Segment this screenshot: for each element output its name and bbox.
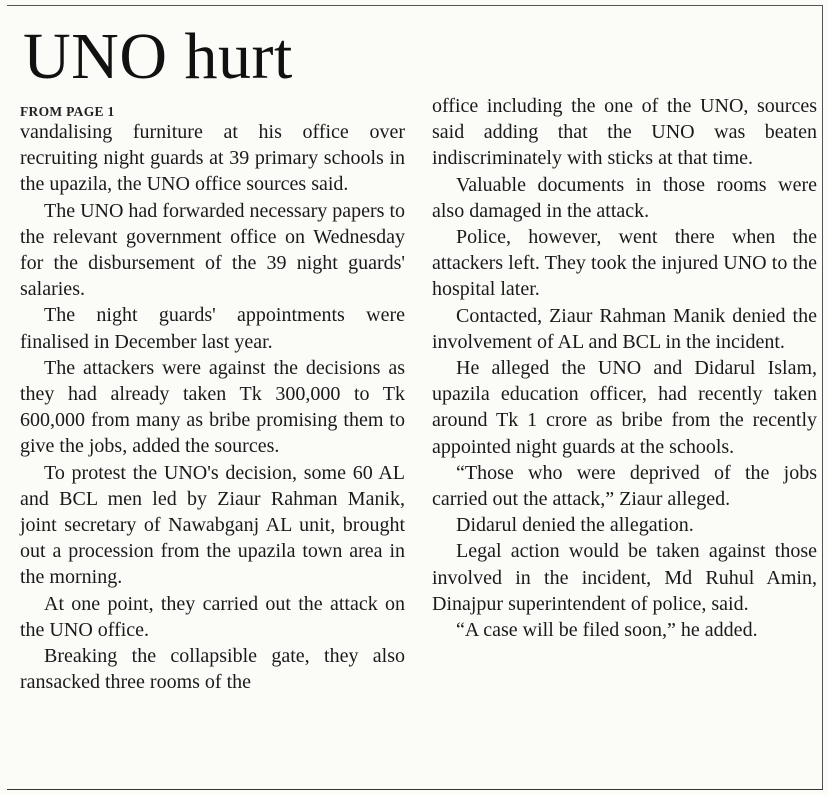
- paragraph: Police, however, went there when the attackers left. They took the injured UNO to the hospital later.: [432, 226, 817, 301]
- right-column: [432, 93, 817, 643]
- paragraph: Breaking the collapsible gate, they also ransacked three rooms of the: [20, 645, 405, 694]
- kicker: FROM PAGE 1: [20, 104, 115, 119]
- paragraph: Didarul denied the allegation.: [456, 514, 694, 537]
- paragraph: office including the one of the UNO, sources said adding that the UNO was beaten indiscriminately with sticks at that time.: [432, 95, 817, 170]
- paragraph: “Those who were deprived of the jobs carried out the attack,” Ziaur alleged.: [432, 461, 817, 511]
- paragraph: vandalising furniture at his office over recruiting night guards at 39 primary schools in the upazila, the UNO office sources said.: [20, 121, 405, 196]
- paragraph: To protest the UNO's decision, some 60 AL and BCL men led by Ziaur Rahman Manik, joint secretary of Nawabganj AL unit, brought out a procession from the upazila town area in the morning.: [20, 461, 405, 589]
- paragraph: The attackers were against the decisions as they had already taken Tk 300,000 to Tk 600,000 from many as bribe promising them to give the jobs, added the sources.: [20, 356, 405, 458]
- paragraph: He alleged the UNO and Didarul Islam, upazila education officer, had recently taken around Tk 1 crore as bribe from the recently appointed night guards at the schools.: [432, 357, 817, 458]
- bottom-rule: [7, 789, 823, 790]
- paragraph: The UNO had forwarded necessary papers to the relevant government office on Wednesday for the disbursement of the 39 night guards' salaries.: [20, 199, 405, 301]
- headline: UNO hurt: [23, 20, 293, 93]
- left-column: [20, 119, 405, 695]
- paragraph: At one point, they carried out the attack on the UNO office.: [20, 592, 405, 641]
- paragraph: The night guards' appointments were finalised in December last year.: [20, 304, 405, 353]
- paragraph: Legal action would be taken against those involved in the incident, Md Ruhul Amin, Dinajpur superintendent of police, said.: [432, 540, 817, 615]
- paragraph: “A case will be filed soon,” he added.: [456, 619, 758, 642]
- paragraph: Contacted, Ziaur Rahman Manik denied the involvement of AL and BCL in the incident.: [432, 304, 817, 353]
- paragraph: Valuable documents in those rooms were also damaged in the attack.: [432, 173, 817, 222]
